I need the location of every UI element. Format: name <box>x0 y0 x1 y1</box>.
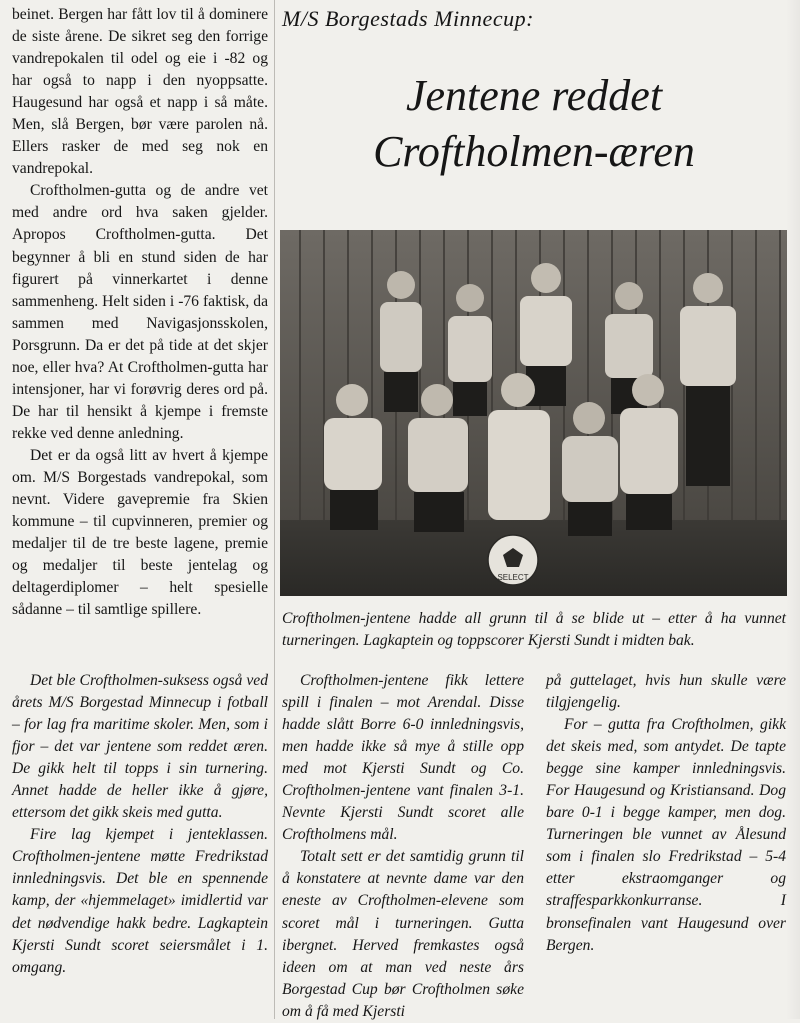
headline-line-2: Croftholmen-æren <box>373 127 695 176</box>
ball-brand-label: SELECT <box>497 573 529 582</box>
article-headline <box>282 68 786 180</box>
intro-paragraph-1: Det ble Croftholmen-suksess også ved årets M/S Borgestad Minnecup i fotball – for lag fra maritime skoler. Men, som i fjor – det var jentene som reddet æren. De gikk helt til topps i sin turnering. Annet hadde de heller ikke å gjøre, ettersom det gikk skeis med gutta. <box>12 672 268 822</box>
middle-paragraph-2: Totalt sett er det samtidig grunn til å konstatere at nevnte dame var den eneste av Croftholmen-elevene som scoret mål i turneringen. Gutta ibergnet. Herved fremkastes også ideen om at man ved neste års Borgestad Cup bør Croftholmen søke om å få med Kjersti <box>282 848 524 1020</box>
left-column-continuation <box>12 4 268 621</box>
football-icon <box>488 535 538 585</box>
page-edge-shadow <box>786 0 800 1019</box>
article-kicker: M/S Borgestads Minnecup: <box>282 6 534 31</box>
left-paragraph-3: Det er da også litt av hvert å kjempe om. M/S Borgestads vandrepokal, som nevnt. Videre gavepremie fra Skien kommune – til cupvinneren, premier og medaljer til de tre beste lagene, premie og medaljer til beste jentelag og deltagerdiplomer – helt spesielle sådanne – til samtlige spillere. <box>12 446 268 619</box>
article-middle-column <box>282 670 524 1023</box>
left-paragraph-1: beinet. Bergen har fått lov til å dominere de siste årene. De sikret seg den forrige vandrepokalen til odel og eie i -82 og har også to napp i den nyoppsatte. Haugesund har også et napp i så måte. Men, slå Bergen, bør være parolen nå. Ellers rasker de med seg nok en vandrepokal. <box>12 6 268 178</box>
middle-paragraph-1: Croftholmen-jentene fikk lettere spill i finalen – mot Arendal. Disse hadde slått Borre 6-0 innledningsvis, men hadde ikke så mye å stille opp med mot Kjersti Sundt og Co. Croftholmen-jentene vant finalen 3-1. Nevnte Kjersti Sundt scoret alle Croftholmens mål. <box>282 672 524 844</box>
intro-paragraph-2: Fire lag kjempet i jenteklassen. Croftholmen-jentene møtte Fredrikstad innledningsvis. Det ble en spennende kamp, der «hjemmelaget» imidlertid var det nødvendige hakk bedre. Lagkaptein Kjersti Sundt scoret seiersmålet i 1. omgang. <box>12 826 268 976</box>
right-paragraph-2: For – gutta fra Croftholmen, gikk det skeis med, som antydet. De tapte begge sine kamper innledningsvis. For Haugesund og Kristiansand. Dog bare 0-1 i begge kamper, men dog. Turneringen ble vunnet av Ålesund som i finalen slo Fredrikstad – 5-4 etter ekstraomganger og straffesparkkonkurranse. I bronsefinalen vant Haugesund over Bergen. <box>546 716 786 954</box>
headline-line-1: Jentene reddet <box>405 71 663 120</box>
photo-caption: Croftholmen-jentene hadde all grunn til å se blide ut – etter å ha vunnet turneringen. Lagkaptein og toppscorer Kjersti Sundt i midten bak. <box>282 610 786 649</box>
right-paragraph-1: på guttelaget, hvis hun skulle være tilgjengelig. <box>546 672 786 712</box>
article-right-column <box>546 670 786 957</box>
team-photo <box>280 230 787 596</box>
column-divider <box>274 0 275 1019</box>
article-intro-column <box>12 670 268 979</box>
team-photo-illustration <box>280 230 787 596</box>
left-paragraph-2: Croftholmen-gutta og de andre vet med andre ord hva saken gjelder. Apropos Croftholmen-gutta. Det begynner å bli en stund siden de har figurert på vinnerkartet i denne sammenheng. Helt siden i -76 faktisk, da sammen med Navigasjonsskolen, Porsgrunn. Da er det på tide at det skjer noe, eller hva? At Croftholmen-gutta har intensjoner, har vi forøvrig deres ord på. De har til hensikt å kjempe i fremste rekke ved denne anledning. <box>12 182 268 442</box>
